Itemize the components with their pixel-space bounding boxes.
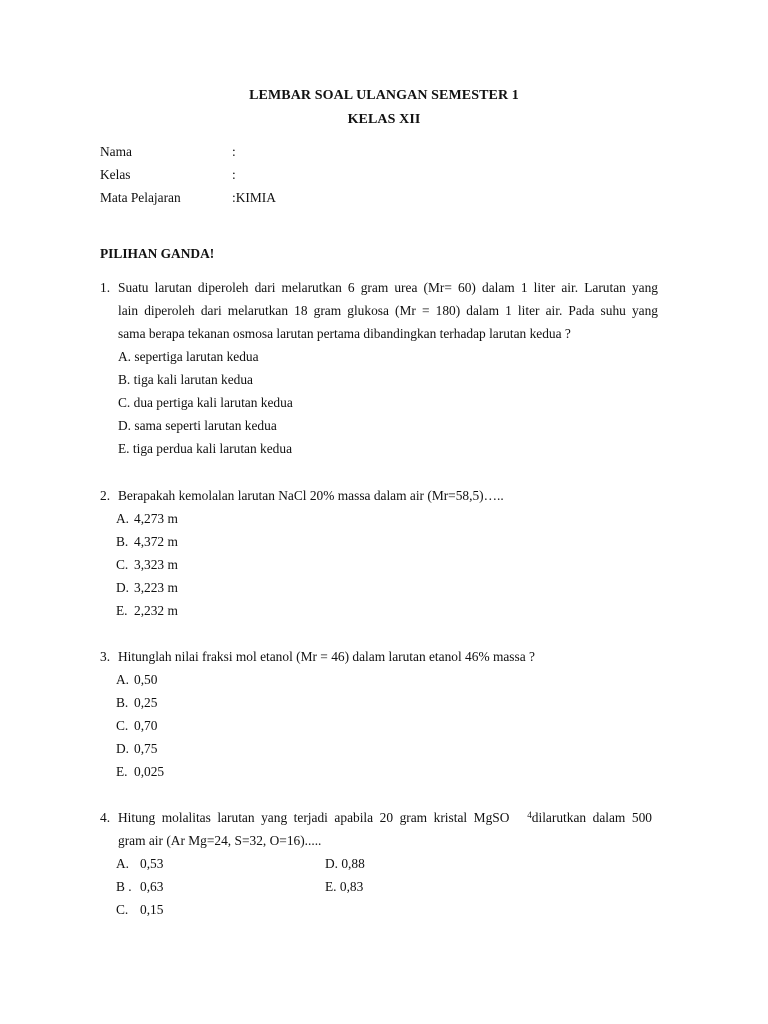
q3-option-b-value: 0,25 <box>134 695 158 710</box>
q1-option-e: E. tiga perdua kali larutan kedua <box>118 441 293 456</box>
q3-text: Hitunglah nilai fraksi mol etanol (Mr = 46) dalam larutan etanol 46% massa ? <box>118 649 535 664</box>
q2-option-a-letter: A. <box>116 511 130 526</box>
q2-option-c-letter: C. <box>116 557 129 572</box>
q4-option-d: D. 0,88 <box>325 856 365 871</box>
q3-option-c-letter: C. <box>116 718 129 733</box>
q3-number: 3. <box>100 649 111 664</box>
q2-option-e-value: 2,232 m <box>134 603 178 618</box>
q4-option-b-letter: B . <box>116 879 132 894</box>
q3-option-e-letter: E. <box>116 764 128 779</box>
q2-text: Berapakah kemolalan larutan NaCl 20% massa dalam air (Mr=58,5)….. <box>118 488 504 503</box>
q1-option-b: B. tiga kali larutan kedua <box>118 372 253 387</box>
q4-option-c-letter: C. <box>116 902 129 917</box>
q3-option-a-letter: A. <box>116 672 130 687</box>
q3-option-b-letter: B. <box>116 695 129 710</box>
document-subtitle: KELAS XII <box>347 112 421 127</box>
mapel-value: :KIMIA <box>232 190 276 205</box>
q3-option-d-letter: D. <box>116 741 130 756</box>
q3-option-c-value: 0,70 <box>134 718 158 733</box>
q4-text-line1-end: dilarutkan dalam 500 <box>531 810 652 825</box>
q4-text-line1-main: Hitung molalitas larutan yang terjadi apabila 20 gram kristal MgSO <box>118 810 510 825</box>
q1-text-line2: lain diperoleh dari melarutkan 18 gram glukosa (Mr = 180) dalam 1 liter air. Pada suhu yang <box>118 303 658 318</box>
section-title: PILIHAN GANDA! <box>100 246 215 261</box>
q2-option-d-value: 3,223 m <box>134 580 178 595</box>
q3-option-e-value: 0,025 <box>134 764 165 779</box>
q1-number: 1. <box>100 280 111 295</box>
kelas-label: Kelas <box>100 167 131 182</box>
q2-option-d-letter: D. <box>116 580 130 595</box>
q2-option-c-value: 3,323 m <box>134 557 178 572</box>
nama-separator: : <box>232 144 236 159</box>
q2-option-a-value: 4,273 m <box>134 511 178 526</box>
nama-label: Nama <box>100 144 132 159</box>
q4-text-line2: gram air (Ar Mg=24, S=32, O=16)..... <box>118 833 322 848</box>
q4-text-line1-words <box>118 810 527 826</box>
q4-option-e: E. 0,83 <box>325 879 364 894</box>
q2-number: 2. <box>100 488 111 503</box>
q4-text-line1 <box>118 810 652 826</box>
q4-option-b-value: 0,63 <box>140 879 164 894</box>
q1-option-c: C. dua pertiga kali larutan kedua <box>118 395 293 410</box>
q4-option-c-value: 0,15 <box>140 902 164 917</box>
q4-number: 4. <box>100 810 111 825</box>
document-title: LEMBAR SOAL ULANGAN SEMESTER 1 <box>249 88 519 103</box>
q1-text-line1: Suatu larutan diperoleh dari melarutkan 6 gram urea (Mr= 60) dalam 1 liter air. Larutan yang <box>118 280 658 295</box>
q2-option-b-value: 4,372 m <box>134 534 178 549</box>
q1-option-a: A. sepertiga larutan kedua <box>118 349 259 364</box>
q2-option-b-letter: B. <box>116 534 129 549</box>
q4-option-a-value: 0,53 <box>140 856 164 871</box>
q3-option-a-value: 0,50 <box>134 672 158 687</box>
q1-text-line3: sama berapa tekanan osmosa larutan pertama dibandingkan terhadap larutan kedua ? <box>118 326 571 341</box>
kelas-separator: : <box>232 167 236 182</box>
q4-subscript: 4 <box>527 810 532 820</box>
q4-option-a-letter: A. <box>116 856 130 871</box>
q1-option-d: D. sama seperti larutan kedua <box>118 418 277 433</box>
q3-option-d-value: 0,75 <box>134 741 158 756</box>
mapel-label: Mata Pelajaran <box>100 190 181 205</box>
q2-option-e-letter: E. <box>116 603 128 618</box>
